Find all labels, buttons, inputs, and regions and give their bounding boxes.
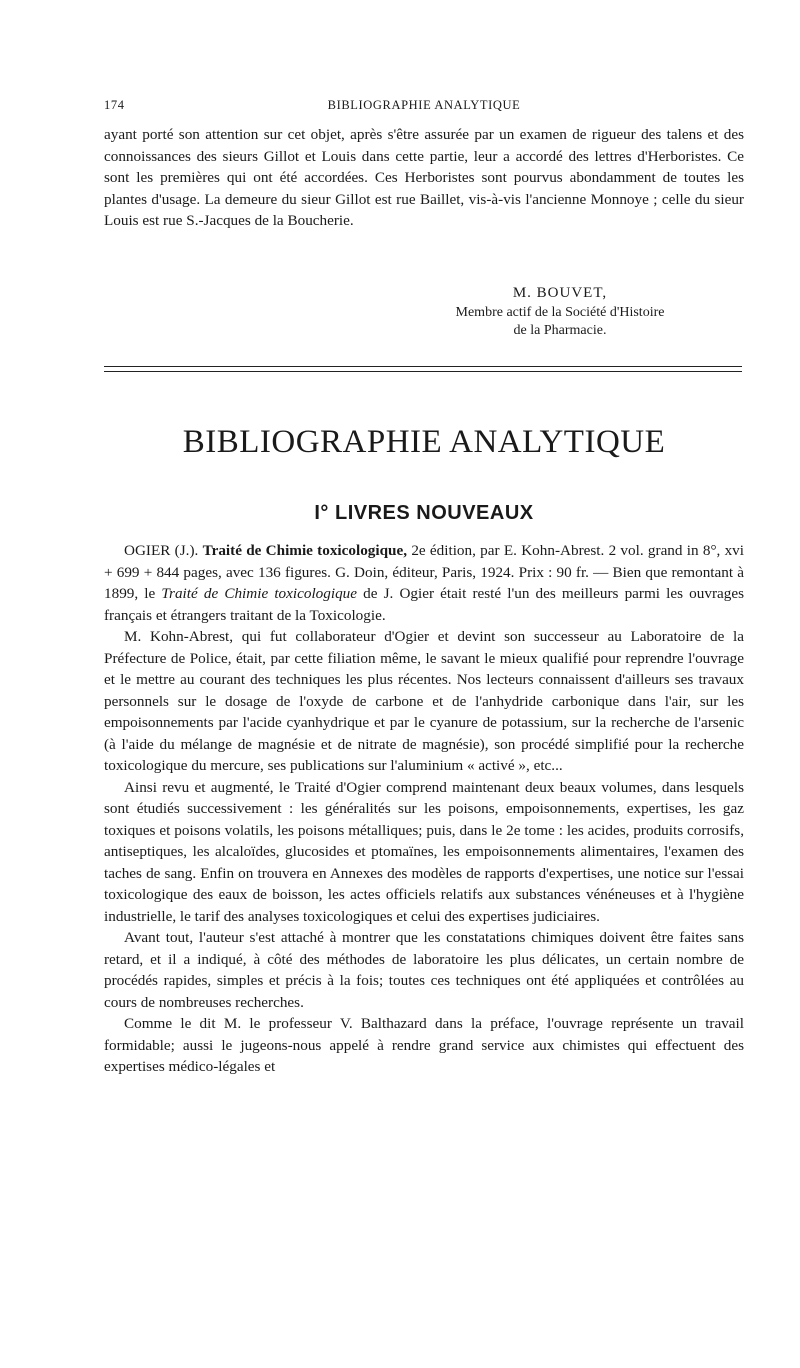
review-book-details: 2e édition, par E. Kohn-Abrest. 2 vol. grand in 8°, xvi + 699 + 844 pages, avec 136 figures. G. Doin, éditeur, Paris, 1924. Prix : 90 fr. — Bien que remontant à 1899, le xyxy=(104,542,744,602)
letter-excerpt xyxy=(104,124,744,232)
section-title: BIBLIOGRAPHIE ANALYTIQUE xyxy=(182,424,666,460)
review-paragraph-4: Avant tout, l'auteur s'est attaché à montrer que les constatations chimiques doivent être faites sans retard, et il a indiqué, à côté des méthodes de laboratoire les plus délicates, un certain nombre de procédés rapides, simples et précis à la fois; toutes ces techniques ont été appliquées et contrôlées au cours de nombreuses recherches. xyxy=(104,929,744,1011)
review-book-title-italic: Traité de Chimie toxicologique xyxy=(161,585,357,602)
book-review xyxy=(104,540,744,1078)
review-paragraph-3: Ainsi revu et augmenté, le Traité d'Ogier comprend maintenant deux beaux volumes, dans lesquels sont étudiés successivement : les généralités sur les poisons, empoisonnements, expertises, les gaz toxiques et poisons volatils, les poisons métalliques; puis, dans le 2e tome : les acides, produits corrosifs, antiseptiques, les alcaloïdes, glucosides et ptomaïnes, les empoisonnements alimentaires, l'examen des taches de sang. Enfin on trouvera en Annexes des modèles de rapports d'expertises, une notice sur l'essai toxicologique des eaux de boisson, les actes officiels relatifs aux substances vénéneuses et à l'hygiène industrielle, le tarif des analyses toxicologiques et celui des expertises judiciaires. xyxy=(104,778,744,925)
review-paragraph-2: M. Kohn-Abrest, qui fut collaborateur d'Ogier et devint son successeur au Laboratoire de la Préfecture de Police, était, par cette filiation même, le savant le mieux qualifié pour reprendre l'ouvrage et le mettre au courant des techniques les plus récentes. Nos lecteurs connaissent d'ailleurs ses travaux personnels sur le dosage de l'oxyde de carbone et de l'anhydride carbonique dans l'air, sur les empoisonnements par l'acide cyanhydrique et par le cyanure de potassium, sur la recherche de l'arsenic (à l'aide du mélange de magnésie et de nitrate de magnésie), son procédé simplifié pour la recherche toxicologique du mercure, ses publications sur l'aluminium « activé », etc... xyxy=(104,628,744,774)
running-title: BIBLIOGRAPHIE ANALYTIQUE xyxy=(327,98,521,112)
subsection-title: I° LIVRES NOUVEAUX xyxy=(314,502,534,524)
review-book-title: Traité de Chimie toxicologique, xyxy=(202,542,408,559)
review-paragraph-1-end: de J. Ogier était resté l'un des meilleurs parmi les ouvrages français et étrangers traitant de la Toxicologie. xyxy=(104,585,744,624)
separator-rule-bottom xyxy=(104,371,742,372)
review-paragraph-5: Comme le dit M. le professeur V. Balthazard dans la préface, l'ouvrage représente un travail formidable; aussi le jugeons-nous appelé à rendre grand service aux chimistes qui effectuent des expertises médico-légales et xyxy=(104,1015,744,1075)
separator-rule-top xyxy=(104,366,742,367)
letter-paragraph: ayant porté son attention sur cet objet, après s'être assurée par un examen de rigueur des talens et des connoissances des sieurs Gillot et Louis dans cette partie, leur a accordé des lettres d'Herboristes. Ce sont les premières qui ont été accordées. Ces Herboristes sont pourvus abondamment de toutes les plantes d'usage. La demeure du sieur Gillot est rue Baillet, vis-à-vis l'ancienne Monnoye ; celle du sieur Louis est rue S.-Jacques de la Boucherie. xyxy=(104,126,744,229)
review-paragraph-1 xyxy=(104,540,744,626)
signature-role-line1: Membre actif de la Société d'Histoire xyxy=(455,305,665,320)
signature-role-line2: de la Pharmacie. xyxy=(513,323,607,338)
signature-name: M. BOUVET, xyxy=(512,285,608,301)
review-author: OGIER (J.). xyxy=(124,542,199,559)
signature-block xyxy=(380,282,740,340)
page-number: 174 xyxy=(104,98,125,112)
